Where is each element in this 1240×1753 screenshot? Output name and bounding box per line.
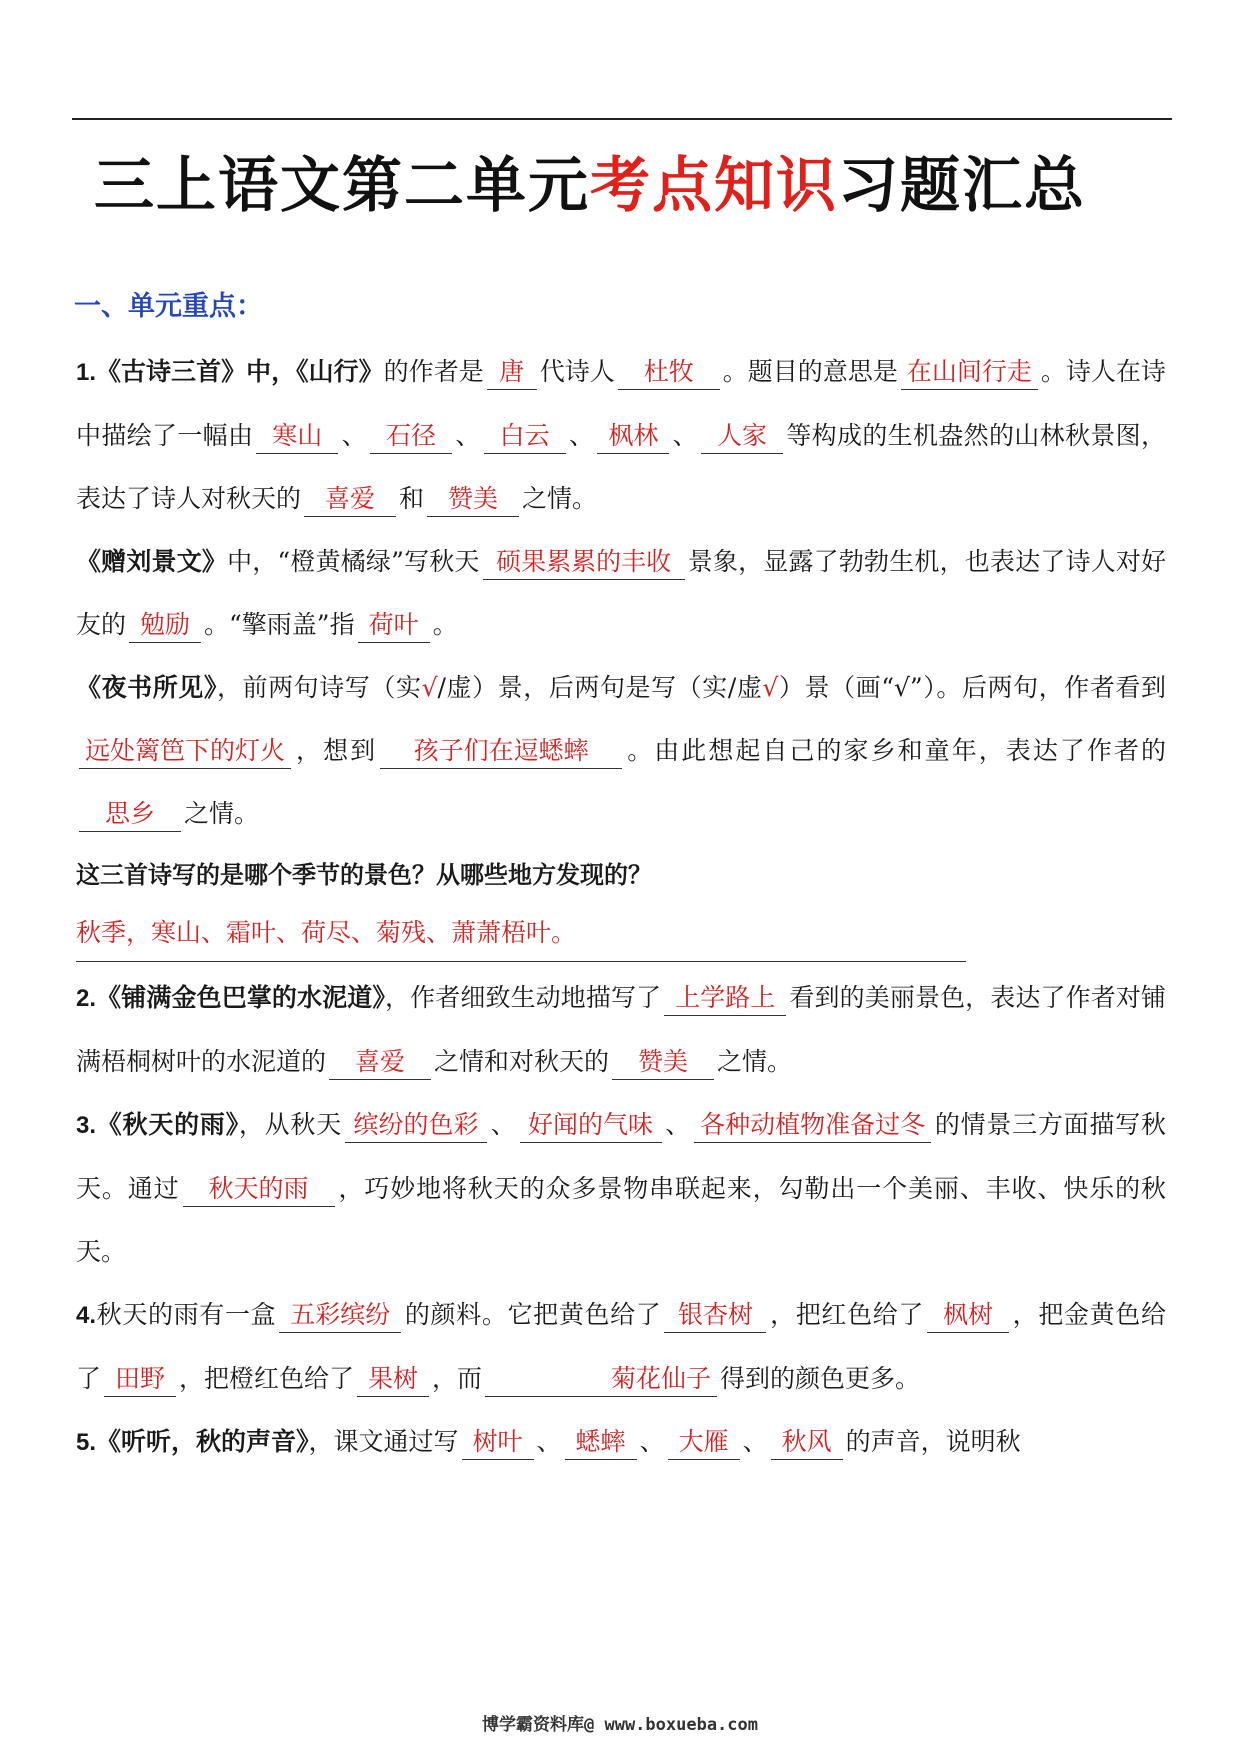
- page-title: [0, 138, 1180, 224]
- answer-blank: 杜牧: [618, 356, 720, 390]
- text: 。: [432, 610, 458, 639]
- question-3: [76, 1093, 1166, 1283]
- text: 得到的颜色更多。: [720, 1364, 921, 1393]
- text: 。“擎雨盖”指: [204, 610, 355, 639]
- text: ，前两句诗写（实: [216, 673, 422, 702]
- answer-blank: 五彩缤纷: [279, 1299, 401, 1333]
- answer-blank: 田野: [104, 1363, 176, 1397]
- text: 中，“橙黄橘绿”写秋天: [227, 547, 480, 576]
- answer-blank: 远处篱笆下的灯火: [79, 735, 291, 769]
- answer-blank: 上学路上: [664, 982, 786, 1016]
- text: 之情和对秋天的: [434, 1047, 610, 1076]
- answer-blank: 勉励: [129, 609, 201, 643]
- answer-blank: 枫树: [927, 1299, 1009, 1333]
- text: 的颜料。它把黄色给了: [404, 1300, 662, 1329]
- text: 的情景三方面描写秋天。通过: [76, 1110, 1166, 1203]
- answer-blank: 硕果累累的丰收: [483, 546, 685, 580]
- lesson-title: 《秋天的雨》: [96, 1110, 239, 1139]
- check-mark: √: [421, 673, 438, 702]
- answer-blank: 人家: [701, 420, 783, 454]
- answer-blank: 赞美: [612, 1046, 714, 1080]
- worksheet-content: [76, 340, 1166, 1474]
- answer-blank: 缤纷的色彩: [345, 1109, 487, 1143]
- answer-blank: 在山间行走: [901, 356, 1038, 390]
- text: 、: [664, 1110, 692, 1139]
- title-part1: 三上语文第二单元: [94, 151, 590, 221]
- text: ，巧妙地将秋天的众多景物串联起来，勾勒出一个美丽、丰收、快乐的秋天。: [76, 1174, 1166, 1266]
- answer-blank: 喜爱: [329, 1046, 431, 1080]
- answer-blank: 菊花仙子: [485, 1363, 717, 1397]
- check-mark: √: [762, 673, 779, 702]
- answer-blank: 思乡: [79, 798, 181, 832]
- question-number: 4.: [76, 1302, 97, 1329]
- text: 景象，显露了勃勃生机，也表达了诗人对好友的: [76, 547, 1166, 639]
- answer-blank: 大雁: [668, 1426, 740, 1460]
- answer-blank: 各种动植物准备过冬: [694, 1109, 931, 1143]
- answer-blank: 秋天的雨: [183, 1173, 335, 1207]
- question-1-season: 这三首诗写的是哪个季节的景色？从哪些地方发现的？: [76, 860, 652, 889]
- text: 之情。: [522, 484, 598, 513]
- question-number: 5.: [76, 1429, 97, 1456]
- text: ，把红色给了: [769, 1300, 925, 1329]
- title-part2: 习题汇总: [838, 151, 1086, 221]
- answer-blank: 蟋蟀: [565, 1426, 637, 1460]
- text: 之情。: [184, 799, 260, 828]
- text: ，把橙红色给了: [179, 1364, 355, 1393]
- text: 。由此想起自己的家乡和童年，表达了作者的: [625, 736, 1166, 765]
- answer-blank: 孩子们在逗蟋蟀: [380, 735, 622, 769]
- text: 、: [639, 1427, 665, 1456]
- text: ，想到: [294, 736, 378, 765]
- footer-watermark: 博学霸资料库@ www.boxueba.com: [482, 1715, 758, 1735]
- answer-blank: 喜爱: [304, 483, 396, 517]
- answer-blank: 石径: [370, 420, 452, 454]
- text: 代诗人: [539, 357, 615, 386]
- text: ，从秋天: [238, 1110, 342, 1139]
- text: 、: [568, 421, 595, 450]
- answer-blank: 好闻的气味: [520, 1109, 662, 1143]
- section-heading: 一、单元重点：: [74, 291, 263, 322]
- text: 。题目的意思是: [722, 357, 898, 386]
- answer-blank: 果树: [357, 1363, 429, 1397]
- text: /虚）景，后两句是写（实/虚: [437, 673, 763, 702]
- answer-blank: 树叶: [462, 1426, 534, 1460]
- text: 和: [399, 484, 425, 513]
- question-1-zeng-liu-jing-wen: [76, 530, 1166, 656]
- question-4: [76, 1283, 1166, 1410]
- lesson-title: 《夜书所见》: [76, 673, 217, 702]
- text: ，而: [432, 1364, 483, 1393]
- question-5: [76, 1410, 1166, 1474]
- lesson-title: 《古诗三首》中，《山行》: [96, 357, 384, 386]
- text: ，把金黄色给了: [76, 1300, 1166, 1393]
- text: 、: [341, 421, 367, 450]
- text: 、: [454, 421, 481, 450]
- lesson-title: 《听听，秋的声音》: [96, 1427, 309, 1456]
- text: 的声音，说明秋: [845, 1427, 1021, 1456]
- answer-blank: 唐: [487, 356, 537, 390]
- text: 、: [672, 421, 698, 450]
- text: ）景（画“√”）。后两句，作者看到: [778, 673, 1166, 702]
- question-1-ye-shu-suo-jian: [76, 656, 1166, 845]
- text: 、: [489, 1110, 517, 1139]
- question-number: 3.: [76, 1112, 97, 1139]
- text: ，课文通过写: [308, 1427, 459, 1456]
- text: 、: [536, 1427, 562, 1456]
- question-1: [76, 340, 1166, 530]
- text: 秋天的雨有一盒: [96, 1300, 277, 1329]
- text: 看到的美丽景色，表达了作者对铺满梧桐树叶的水泥道的: [76, 983, 1166, 1076]
- question-number: 1.: [76, 359, 97, 386]
- answer-blank: 荷叶: [358, 609, 430, 643]
- answer-line: 秋季，寒山、霜叶、荷尽、菊残、萧萧梧叶。: [76, 905, 966, 962]
- text: 的作者是: [383, 357, 484, 386]
- text: 、: [742, 1427, 768, 1456]
- text: 之情。: [717, 1047, 793, 1076]
- answer-blank: 白云: [484, 420, 566, 454]
- answer-blank: 枫林: [597, 420, 669, 454]
- question-2: [76, 966, 1166, 1093]
- text: 等构成的生机盎然的山林秋景图，表达了诗人对秋天的: [76, 421, 1166, 513]
- answer-blank: 银杏树: [664, 1299, 766, 1333]
- title-highlight: 考点知识: [590, 151, 838, 221]
- question-number: 2.: [76, 985, 97, 1012]
- lesson-title: 《赠刘景文》: [76, 547, 228, 576]
- text: ，作者细致生动地描写了: [385, 983, 662, 1012]
- answer-blank: 赞美: [427, 483, 519, 517]
- answer-blank: 秋风: [771, 1426, 843, 1460]
- answer-blank: 寒山: [256, 420, 338, 454]
- lesson-title: 《铺满金色巴掌的水泥道》: [96, 983, 385, 1012]
- top-rule: [72, 118, 1172, 120]
- text: 。诗人在诗中描绘了一幅由: [76, 357, 1166, 450]
